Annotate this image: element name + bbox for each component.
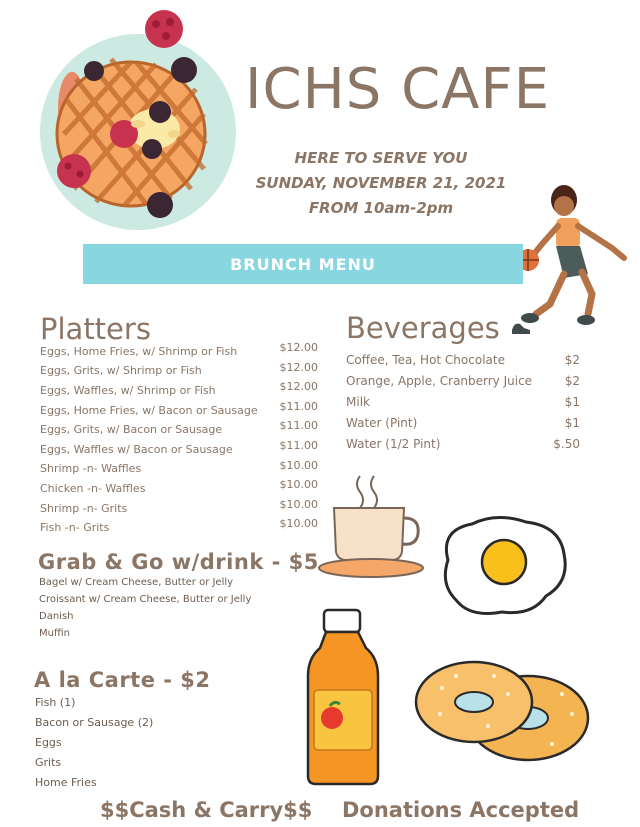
platter-item: Eggs, Grits, w/ Shrimp or Fish <box>40 364 202 377</box>
platter-item: Shrimp -n- Waffles <box>40 462 142 475</box>
raspberry-icon <box>57 154 91 188</box>
platter-price: $11.00 <box>279 439 318 452</box>
tagline-date: SUNDAY, NOVEMBER 21, 2021 <box>255 174 507 192</box>
beverage-price: $1 <box>564 416 580 430</box>
beverage-item: Coffee, Tea, Hot Chocolate <box>346 353 505 367</box>
beverage-price: $1 <box>564 395 580 409</box>
platter-price: $12.00 <box>279 341 318 354</box>
platter-item: Eggs, Grits, w/ Bacon or Sausage <box>40 423 223 436</box>
platter-price: $10.00 <box>279 498 318 511</box>
platter-price: $10.00 <box>279 478 318 491</box>
raspberry-icon <box>145 10 183 48</box>
platter-item: Eggs, Waffles w/ Bacon or Sausage <box>40 443 233 456</box>
grab-and-go-item: Danish <box>39 611 74 622</box>
platter-item: Eggs, Home Fries, w/ Shrimp or Fish <box>40 345 238 358</box>
platter-price: $11.00 <box>279 419 318 432</box>
beverage-item: Water (Pint) <box>346 416 418 430</box>
banner-label: BRUNCH MENU <box>230 255 376 274</box>
platter-item: Eggs, Home Fries, w/ Bacon or Sausage <box>40 404 258 417</box>
platter-item: Fish -n- Grits <box>40 521 110 534</box>
sneaker-icon <box>510 318 528 336</box>
blueberry-icon <box>84 61 104 81</box>
a-la-carte-heading: A la Carte - $2 <box>34 668 211 692</box>
platter-price: $12.00 <box>279 361 318 374</box>
grab-and-go-item: Bagel w/ Cream Cheese, Butter or Jelly <box>39 577 234 588</box>
grab-and-go-item: Croissant w/ Cream Cheese, Butter or Jelly <box>39 594 252 605</box>
juice-bottle-icon <box>302 606 384 788</box>
a-la-carte-item: Eggs <box>35 736 62 749</box>
tagline-hours: FROM 10am-2pm <box>308 199 454 217</box>
platter-item: Chicken -n- Waffles <box>40 482 146 495</box>
beverages-heading: Beverages <box>346 311 500 345</box>
footer-donations: Donations Accepted <box>342 798 580 822</box>
coffee-cup-icon <box>316 472 426 584</box>
a-la-carte-item: Fish (1) <box>35 696 76 709</box>
page-title: ICHS CAFE <box>245 57 551 122</box>
blueberry-icon <box>149 101 171 123</box>
beverage-price: $.50 <box>553 437 580 451</box>
footer-payment: $$Cash & Carry$$ <box>100 798 313 822</box>
tagline-line-1: HERE TO SERVE YOU <box>294 149 468 167</box>
beverage-item: Water (1/2 Pint) <box>346 437 441 451</box>
a-la-carte-item: Grits <box>35 756 62 769</box>
platter-item: Shrimp -n- Grits <box>40 502 128 515</box>
platter-price: $11.00 <box>279 400 318 413</box>
platter-item: Eggs, Waffles, w/ Shrimp or Fish <box>40 384 216 397</box>
platter-price: $10.00 <box>279 517 318 530</box>
fried-egg-icon <box>436 510 572 622</box>
a-la-carte-item: Home Fries <box>35 776 97 789</box>
grab-and-go-item: Muffin <box>39 628 70 639</box>
beverage-item: Orange, Apple, Cranberry Juice <box>346 374 533 388</box>
basketball-player-illustration <box>508 182 638 328</box>
waffle-illustration <box>36 4 246 236</box>
platter-price: $10.00 <box>279 459 318 472</box>
beverage-item: Milk <box>346 395 370 409</box>
grab-and-go-heading: Grab & Go w/drink - $5 <box>38 550 319 574</box>
bagels-icon <box>412 654 592 766</box>
beverage-price: $2 <box>564 353 580 367</box>
platter-price: $12.00 <box>279 380 318 393</box>
blueberry-icon <box>147 192 173 218</box>
beverage-price: $2 <box>564 374 580 388</box>
menu-banner <box>83 244 523 284</box>
platters-heading: Platters <box>40 312 151 346</box>
blueberry-icon <box>171 57 197 83</box>
blueberry-icon <box>142 139 162 159</box>
a-la-carte-item: Bacon or Sausage (2) <box>35 716 154 729</box>
